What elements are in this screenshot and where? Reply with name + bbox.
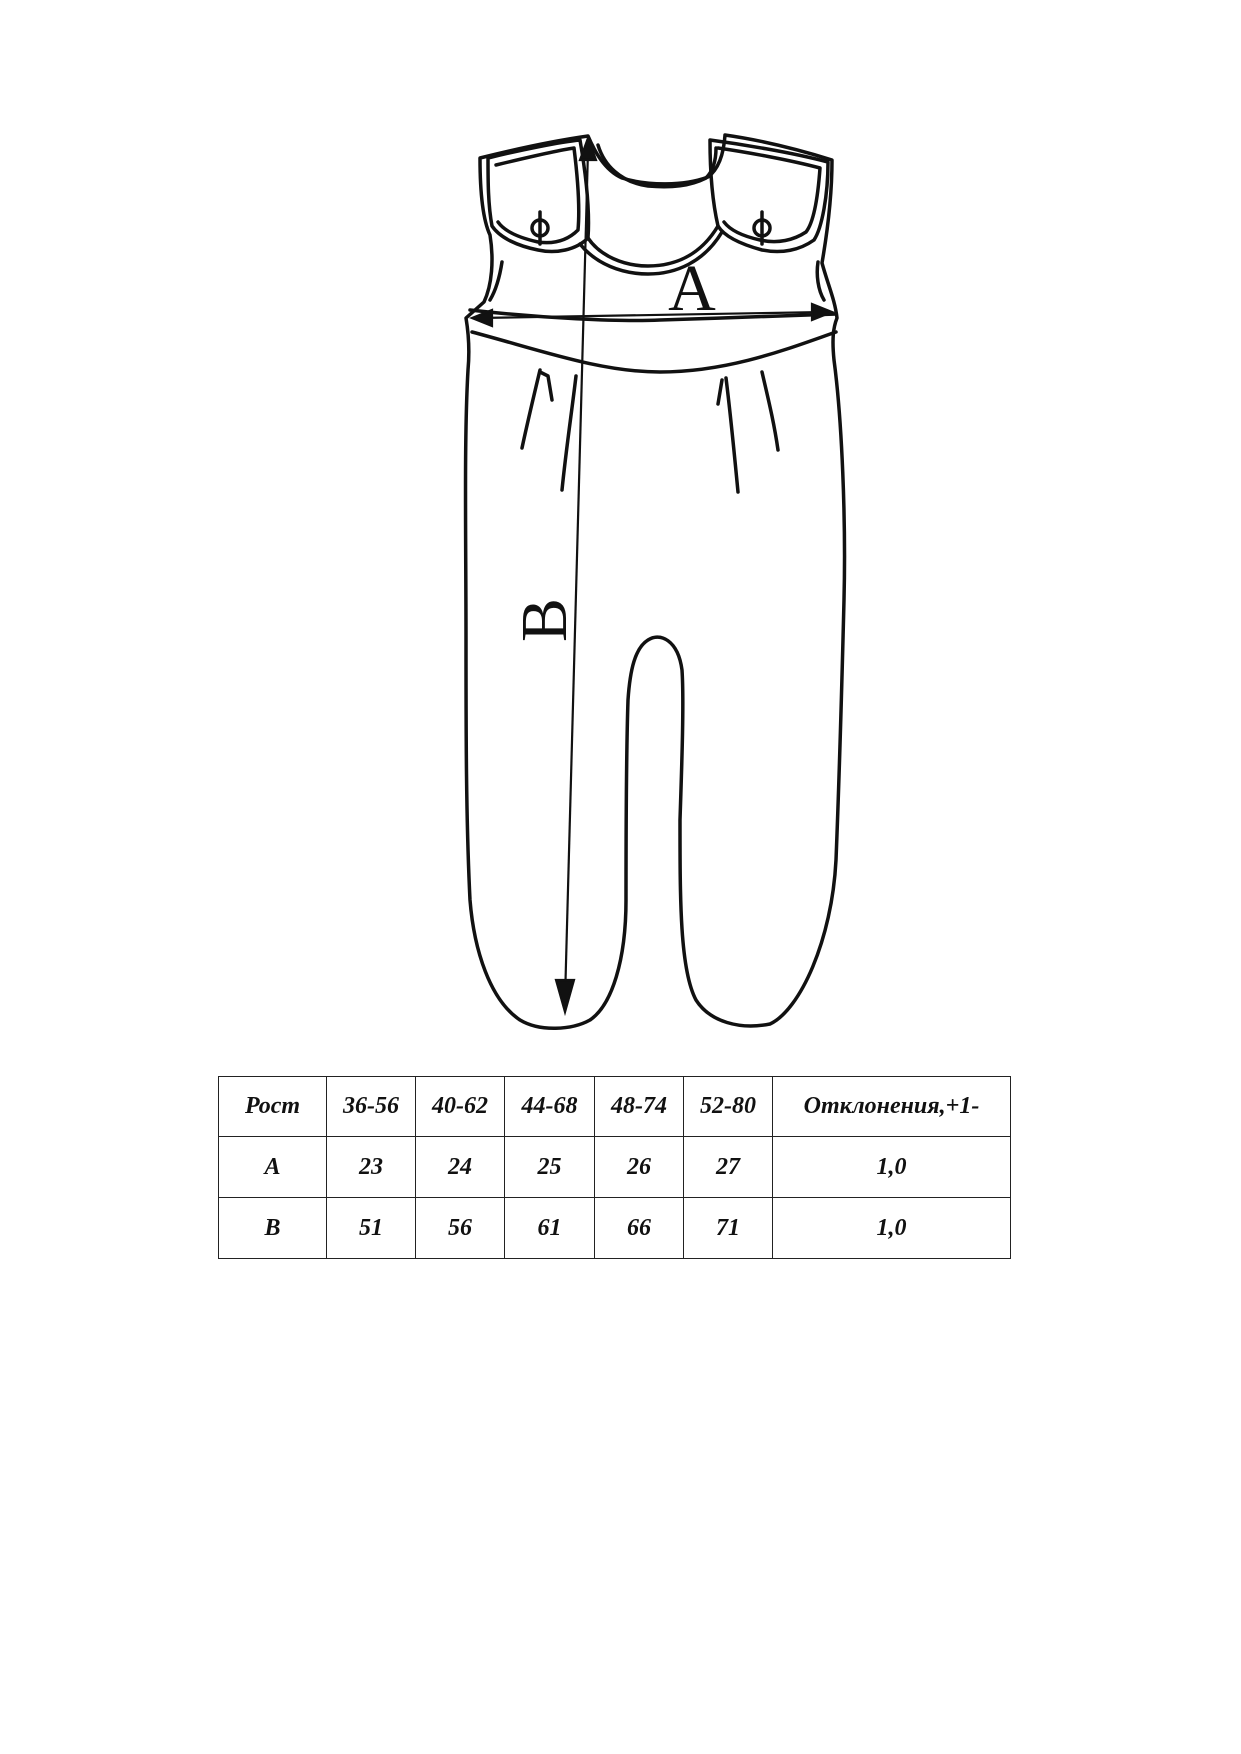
- dimension-b-label: B: [508, 597, 581, 643]
- row-label-cell: A: [219, 1137, 327, 1198]
- dimension-a-label: A: [668, 252, 716, 325]
- header-size-cell: 36-56: [327, 1077, 416, 1137]
- value-cell: 26: [595, 1137, 684, 1198]
- header-label-cell: Рост: [219, 1077, 327, 1137]
- header-size-cell: 52-80: [684, 1077, 773, 1137]
- waistband: [472, 332, 836, 372]
- row-label-cell: B: [219, 1198, 327, 1259]
- pleat-right-1: [762, 372, 778, 450]
- value-cell: 27: [684, 1137, 773, 1198]
- header-tolerance-cell: Отклонения,+1-: [773, 1077, 1011, 1137]
- value-cell: 51: [327, 1198, 416, 1259]
- pleat-right-2: [726, 378, 738, 492]
- value-cell: 24: [416, 1137, 505, 1198]
- dimension-b-line: [556, 138, 596, 1012]
- table-row: [219, 1198, 1011, 1259]
- romper-outline: [466, 135, 845, 1028]
- value-cell: 25: [505, 1137, 595, 1198]
- header-size-cell: 48-74: [595, 1077, 684, 1137]
- table-header-row: [219, 1077, 1011, 1137]
- value-cell: 61: [505, 1198, 595, 1259]
- header-size-cell: 40-62: [416, 1077, 505, 1137]
- value-cell: 56: [416, 1198, 505, 1259]
- neckline-trim: [598, 145, 716, 187]
- pleat-left-2: [562, 376, 576, 490]
- pleat-left-1: [522, 370, 540, 448]
- value-cell: 23: [327, 1137, 416, 1198]
- size-chart-table: [218, 1076, 1011, 1259]
- table-row: [219, 1137, 1011, 1198]
- header-size-cell: 44-68: [505, 1077, 595, 1137]
- tolerance-cell: 1,0: [773, 1137, 1011, 1198]
- value-cell: 71: [684, 1198, 773, 1259]
- tolerance-cell: 1,0: [773, 1198, 1011, 1259]
- value-cell: 66: [595, 1198, 684, 1259]
